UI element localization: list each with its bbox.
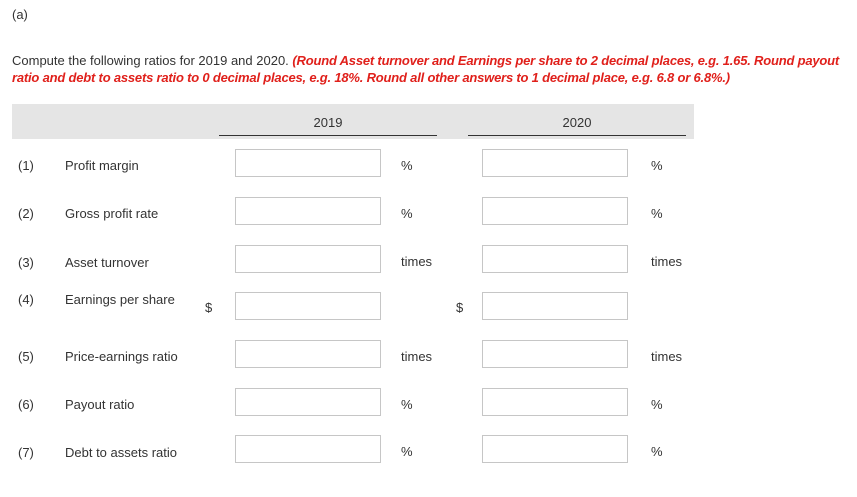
payout-ratio-input-2019[interactable] — [235, 388, 381, 416]
row-label-price-earnings-ratio: Price-earnings ratio — [65, 349, 178, 364]
row-number: (7) — [18, 445, 34, 460]
row-number: (6) — [18, 397, 34, 412]
debt-to-assets-ratio-input-2020[interactable] — [482, 435, 628, 463]
row-number: (4) — [18, 292, 34, 307]
earnings-per-share-input-2019[interactable] — [235, 292, 381, 320]
unit-label-2020: % — [651, 206, 663, 221]
unit-label-2019: % — [401, 158, 413, 173]
row-number: (1) — [18, 158, 34, 173]
unit-label-2020: % — [651, 158, 663, 173]
rounding-hint: (Round Asset turnover and Earnings per share to 2 decimal places, e.g. 1.65. Round payout ratio and debt to assets ratio to 0 decimal places, e.g. 18%. Round all other answers to 1 decimal place, e.g. 6.8 or 6.8%.) — [12, 53, 840, 85]
dollar-sign-2019: $ — [205, 300, 213, 315]
column-header-2020: 2020 — [468, 115, 686, 136]
instructions-text: Compute the following ratios for 2019 and 2020. — [12, 53, 293, 68]
row-label-payout-ratio: Payout ratio — [65, 397, 135, 412]
debt-to-assets-ratio-input-2019[interactable] — [235, 435, 381, 463]
unit-label-2019: % — [401, 206, 413, 221]
profit-margin-input-2019[interactable] — [235, 149, 381, 177]
unit-label-2019: times — [401, 349, 433, 364]
price-earnings-ratio-input-2019[interactable] — [235, 340, 381, 368]
row-number: (5) — [18, 349, 34, 364]
asset-turnover-input-2019[interactable] — [235, 245, 381, 273]
row-label-debt-to-assets-ratio: Debt to assets ratio — [65, 445, 177, 460]
row-number: (2) — [18, 206, 34, 221]
unit-label-2020: times — [651, 254, 683, 269]
row-label-profit-margin: Profit margin — [65, 158, 139, 173]
asset-turnover-input-2020[interactable] — [482, 245, 628, 273]
column-header-2019: 2019 — [219, 115, 437, 136]
unit-label-2020: times — [651, 349, 683, 364]
instructions — [12, 52, 852, 86]
price-earnings-ratio-input-2020[interactable] — [482, 340, 628, 368]
gross-profit-rate-input-2019[interactable] — [235, 197, 381, 225]
unit-label-2019: % — [401, 397, 413, 412]
unit-label-2019: times — [401, 254, 433, 269]
gross-profit-rate-input-2020[interactable] — [482, 197, 628, 225]
profit-margin-input-2020[interactable] — [482, 149, 628, 177]
row-label-earnings-per-share: Earnings per share — [65, 292, 175, 307]
row-label-asset-turnover: Asset turnover — [65, 255, 149, 270]
row-number: (3) — [18, 255, 34, 270]
earnings-per-share-input-2020[interactable] — [482, 292, 628, 320]
unit-label-2020: % — [651, 397, 663, 412]
unit-label-2019: % — [401, 444, 413, 459]
dollar-sign-2020: $ — [456, 300, 464, 315]
payout-ratio-input-2020[interactable] — [482, 388, 628, 416]
part-label: (a) — [12, 7, 28, 22]
unit-label-2020: % — [651, 444, 663, 459]
row-label-gross-profit-rate: Gross profit rate — [65, 206, 159, 221]
